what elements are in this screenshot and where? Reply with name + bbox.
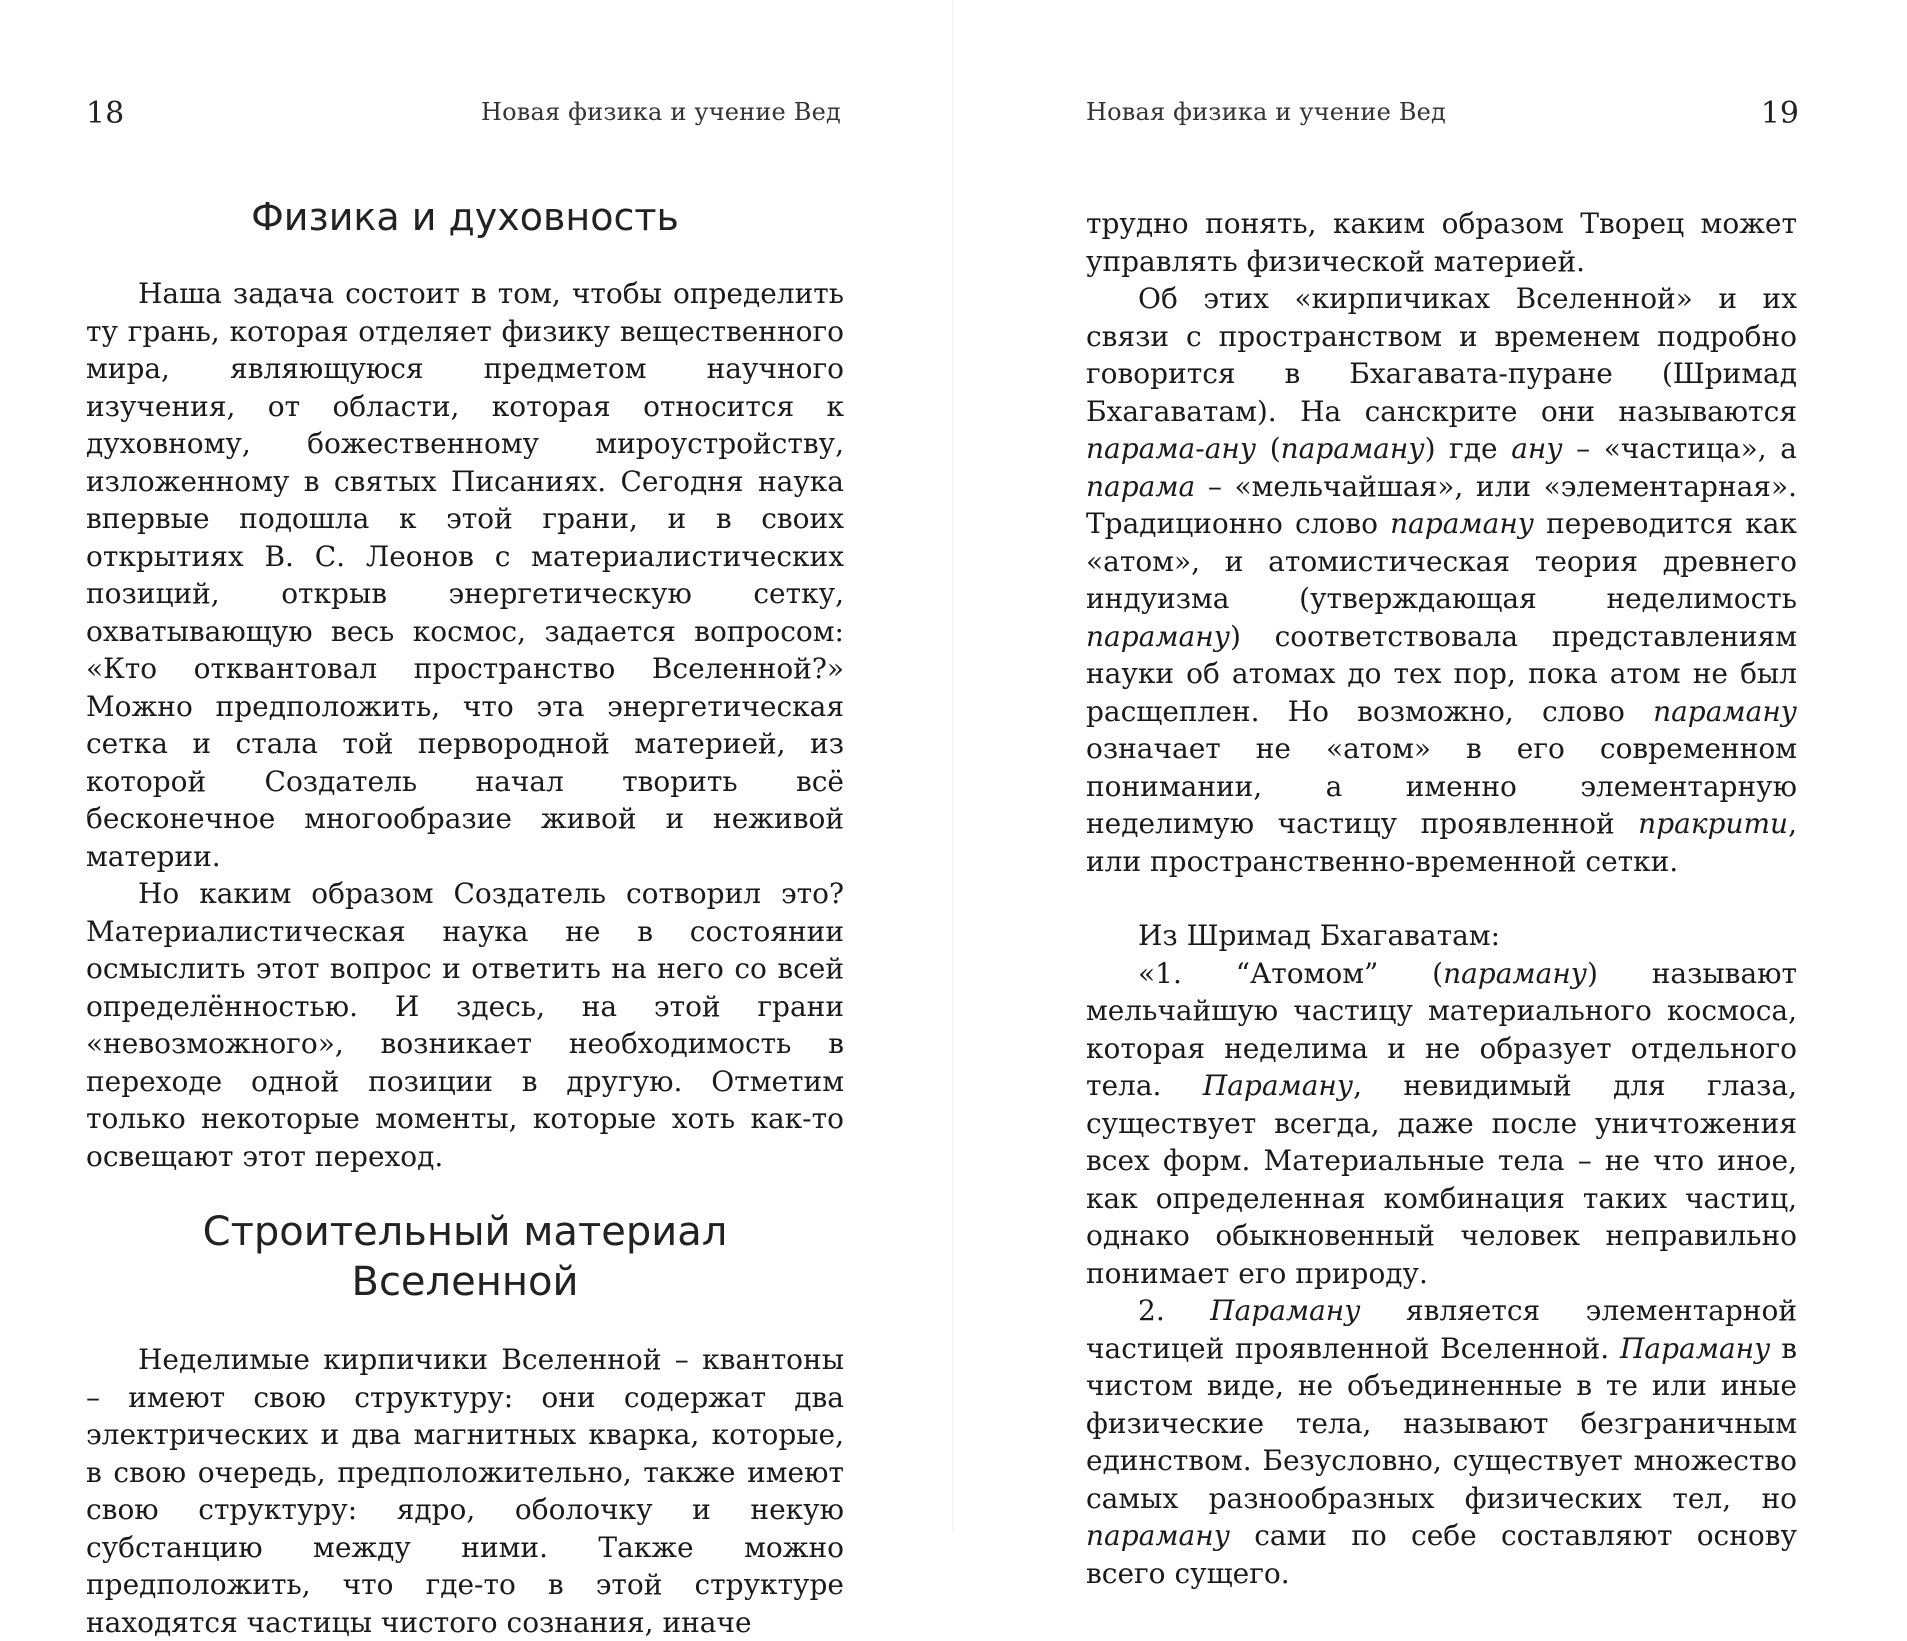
quote-paragraph: «1. “Атомом” (параману) называют мельчайшую частицу материального космоса, которая неделима и не образует отдельного тела. Параману, невидимый для глаза, существует всегда, даже после уничтожения всех форм. Материальные тела – не что иное, как определенная комбинация таких частиц, однако обыкновенный человек неправильно понимает его природу. (1086, 956, 1798, 1290)
paragraph: Наша задача состоит в том, чтобы определить ту грань, которая отделяет физику вещественного мира, являющуюся предметом научного изучения, от области, которая относится к духовному, божественному мироустройству, изложенному в святых Писаниях. Сегодня наука впервые подошла к этой грани, и в своих открытиях В. С. Леонов с материалистических позиций, открыв энергетическую сетку, охватывающую весь космос, задается вопросом: «Кто отквантовал пространство Вселенной?» Можно предположить, что эта энергетическая сетка и стала той первородной материей, из которой Создатель начал творить всё бесконечное многообразие живой и неживой материи. (86, 277, 844, 873)
quote-intro: Из Шримад Бхагаватам: (1138, 919, 1501, 952)
right-page (953, 0, 1907, 1590)
paragraph: Об этих «кирпичиках Вселенной» и их связи с пространством и временем подробно говорится в Бхагавата-пуране (Шримад Бхагаватам). На санскрите они называются парама-ану (параману) где ану – «частица», а парама – «мельчайшая», или «элементарная». Традиционно слово параману переводится как «атом», и атомистическая теория древнего индуизма (утверждающая неделимость параману) соответствовала представлениям науки об атомах до тех пор, пока атом не был расщеплен. Но возможно, слово параману означает не «атом» в его современном понимании, а именно элементарную неделимую частицу проявленной пракрити, или пространственно-временной сетки. (1086, 282, 1797, 878)
left-page (0, 0, 953, 1639)
left-text-column (86, 275, 844, 1641)
paragraph: Но каким образом Создатель сотворил это? Материалистическая наука не в состоянии осмыслить этот вопрос и ответить на него со всей определённостью. И здесь, на этой грани «невозможного», возникает необходимость в переходе одной позиции в другую. Отметим только некоторые моменты, которые хоть как-то освещают этот переход. (86, 877, 844, 1173)
paragraph: Неделимые кирпичики Вселенной – квантоны – имеют свою структуру: они содержат два электрических и два магнитных кварка, которые, в свою очередь, предположительно, также имеют свою структуру: ядро, оболочку и некую субстанцию между ними. Также можно предположить, что где-то в этой структуре находятся частицы чистого сознания, иначе (86, 1343, 844, 1639)
page-number-left: 18 (86, 96, 125, 131)
quote-paragraph: 2. Параману является элементарной частицей проявленной Вселенной. Параману в чистом виде, не объединенные в те или иные физические тела, называют безграничным единством. Безусловно, существует множество самых разнообразных физических тел, но параману сами по себе составляют основу всего сущего. (1086, 1294, 1797, 1590)
section-title-physics-spirituality: Физика и духовность (251, 195, 679, 239)
running-head-right: Новая физика и учение Вед (1086, 98, 1447, 126)
paragraph: трудно понять, каким образом Творец может управлять физической материей. (1086, 207, 1797, 278)
page-number-right: 19 (1760, 96, 1799, 131)
section-title-building-material: Строительный материал Вселенной (202, 1209, 728, 1305)
right-text-column (1086, 205, 1797, 1592)
running-head-left: Новая физика и учение Вед (480, 98, 841, 126)
